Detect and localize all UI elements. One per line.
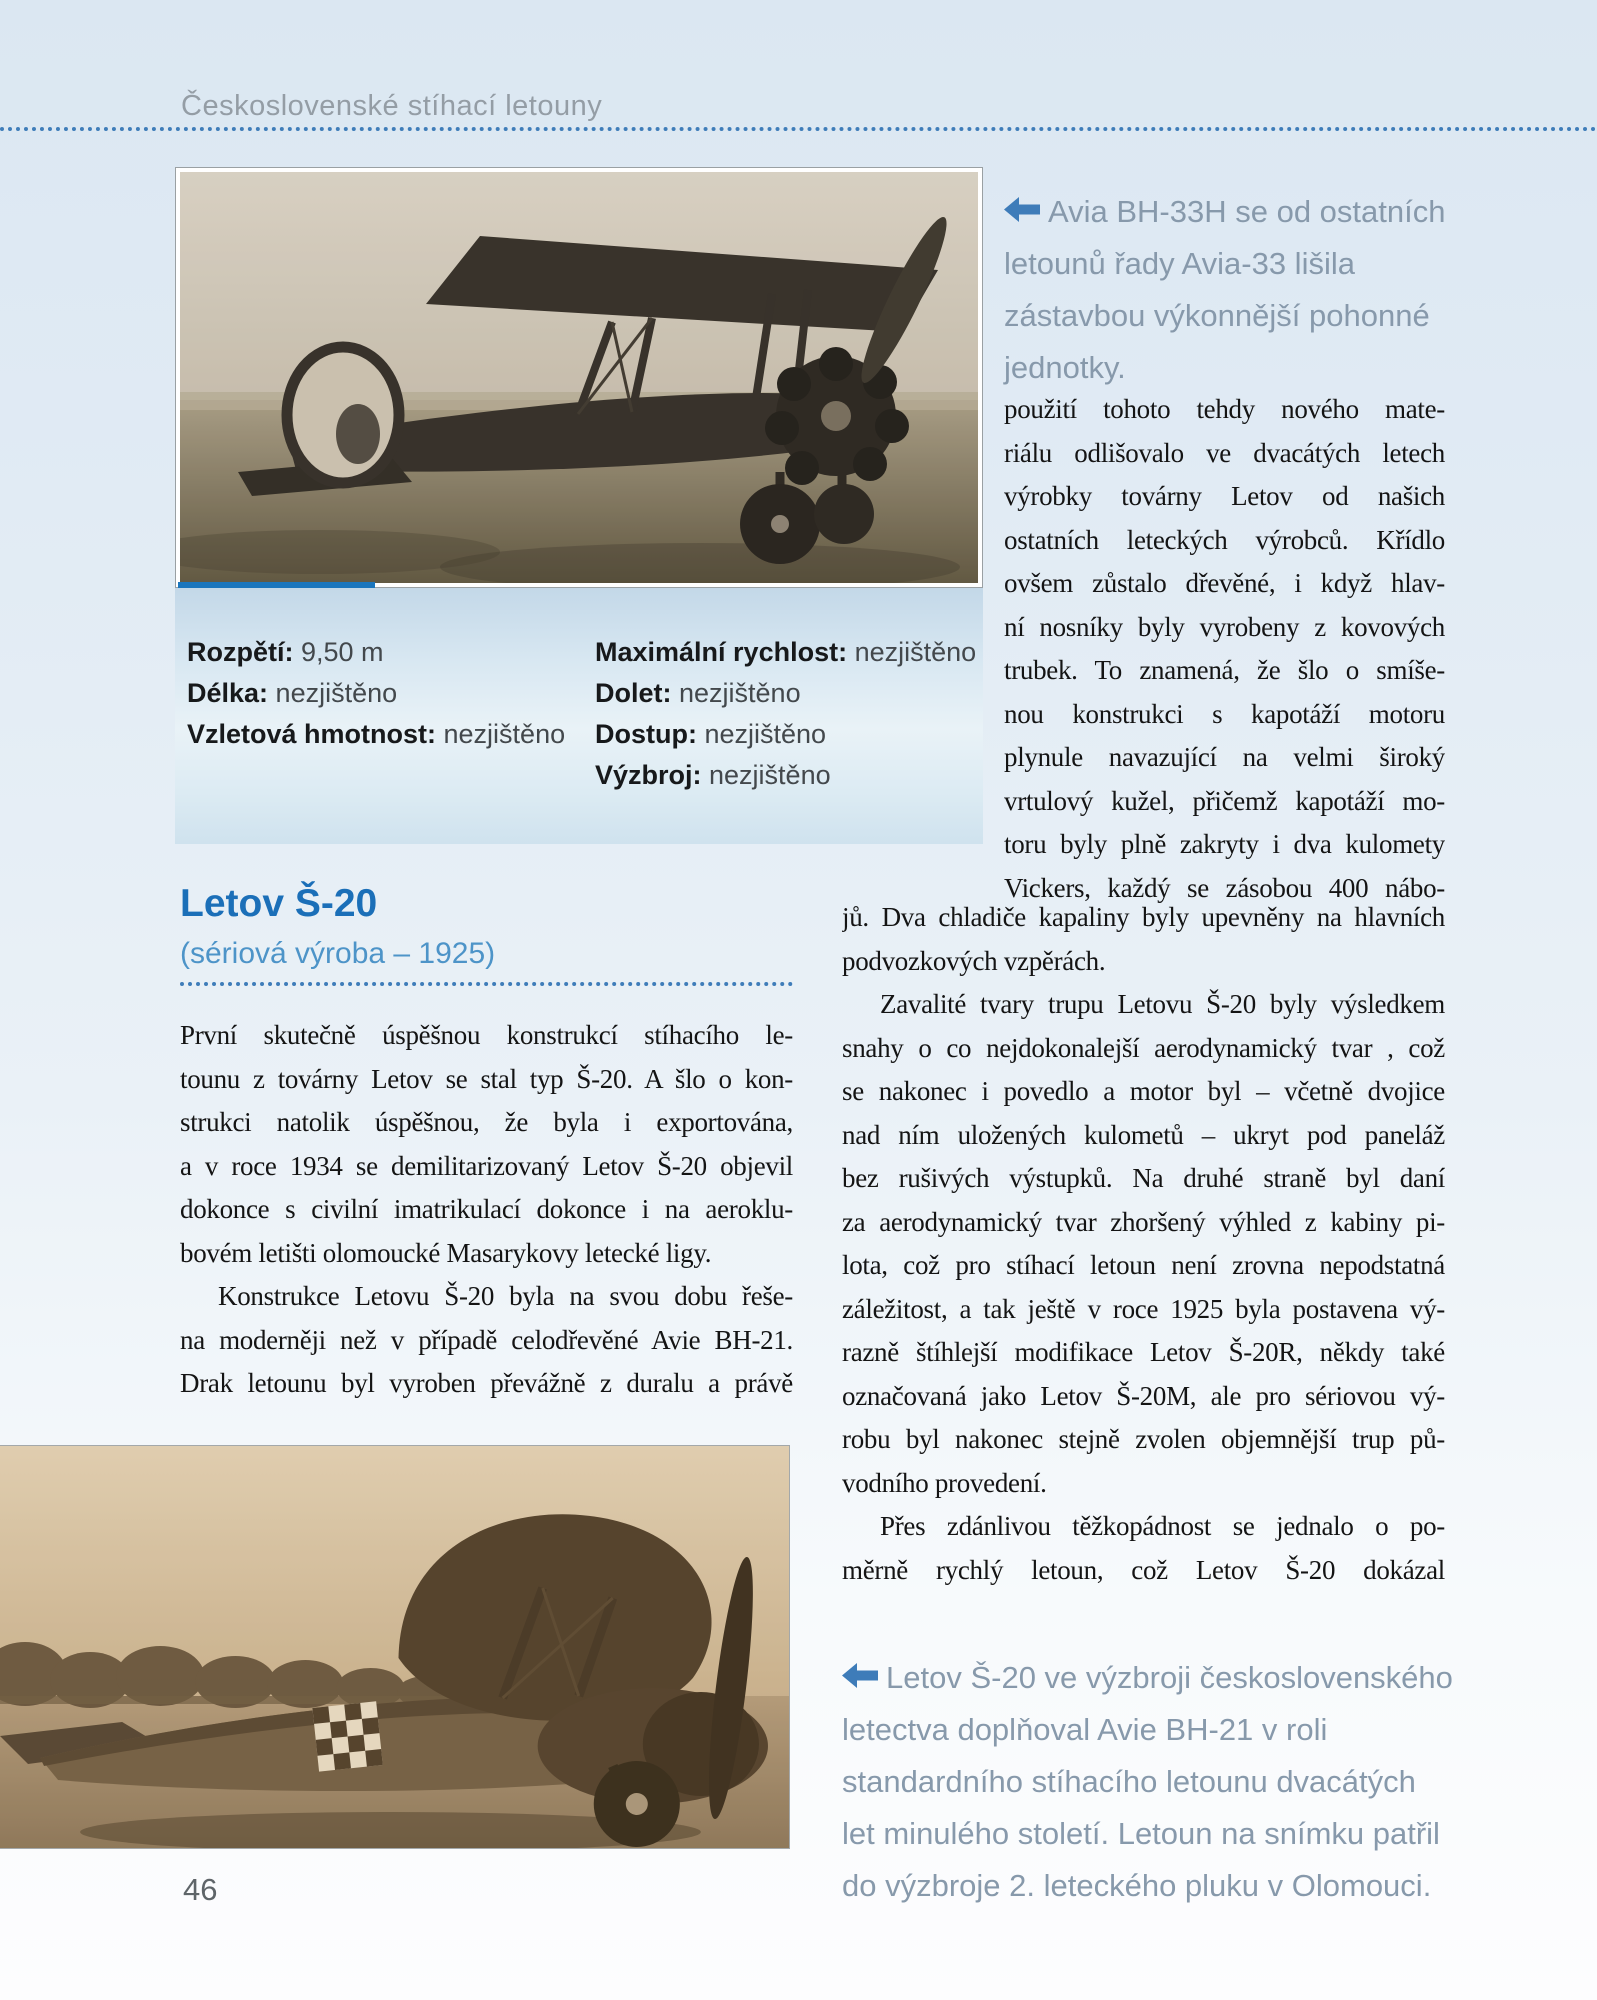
spec-value: nezjištěno [268,678,398,708]
text-line: výrobky továrny Letov od našich [1004,481,1445,511]
spec-value: nezjištěno [696,719,827,749]
text-line: toru byly plně zakryty i dva kulomety [1004,829,1445,859]
text-line: použití tohoto tehdy nového mate- [1004,394,1445,424]
spec-label: Maximální rychlost: [595,637,848,667]
letov-s20-photo [0,1445,790,1849]
text-line: vrtulový kužel, přičemž kapotáží mo- [1004,785,1445,816]
body-text-right-narrow [1004,388,1445,910]
text-line: a v roce 1934 se demilitarizovaný Letov Š-20 objevil [180,1150,793,1181]
left-arrow-icon [1004,197,1040,222]
text-line: trubek. To znamená, že šlo o smíše- [1004,655,1445,685]
text-line: ostatních leteckých výrobců. Křídlo [1004,524,1445,555]
text-line: Zavalité tvary trupu Letovu Š-20 byly výsledkem [880,989,1445,1019]
text-line: měrně rychlý letoun, což Letov Š-20 dokázal [842,1554,1445,1585]
caption-line: let minulého století. Letoun na snímku patřil [842,1816,1440,1851]
text-line: lota, což pro stíhací letoun není zrovna nepodstatná [842,1250,1445,1280]
avia-bh33h-photo [175,167,983,588]
photo-caption-top [1004,186,1474,394]
spec-value: nezjištěno [701,760,831,790]
text-line: plynule navazující na velmi široký [1004,742,1445,772]
text-line: robu byl nakonec stejně zvolen objemnější trup pů- [842,1424,1445,1454]
spec-row [187,714,565,755]
spec-panel [175,588,983,844]
spec-label: Délka: [187,678,269,708]
spec-row [187,632,565,673]
avia-bh33h-photo-art [180,172,978,583]
text-line: vodního provedení. [842,1467,1047,1498]
spec-row [187,673,565,714]
spec-row [595,673,976,714]
section-heading: Letov Š-20 [180,882,378,925]
text-line: ovšem zůstalo dřevěné, i když hlav- [1004,568,1445,598]
caption-line [842,1652,1462,1704]
text-line: záležitost, a tak ještě v roce 1925 byla postavena vý- [842,1293,1445,1324]
text-line: dokonce s civilní imatrikulací dokonce i na aeroklu- [180,1194,793,1224]
text-line: nou konstrukci s kapotáží motoru [1004,698,1445,729]
page-number: 46 [183,1872,218,1907]
spec-column-left [187,632,565,755]
dotted-divider-top [0,127,1597,131]
letov-s20-photo-art [0,1446,789,1848]
text-line: strukci natolik úspěšnou, že byla i exportována, [180,1107,793,1137]
text-line: bez rušivých výstupků. Na druhé straně byl daní [842,1163,1445,1193]
caption-line [1004,186,1474,238]
text-line: za aerodynamický tvar zhoršený výhled z kabiny pi- [842,1206,1445,1237]
text-line: tounu z továrny Letov se stal typ Š-20. A šlo o kon- [180,1063,793,1094]
text-line: nad ním uložených kulometů – ukryt pod paneláž [842,1119,1445,1150]
text-line: se nakonec i povedlo a motor byl – včetně dvojice [842,1076,1445,1106]
caption-line: letectva doplňoval Avie BH-21 v roli [842,1712,1328,1747]
spec-value: nezjištěno [847,637,977,667]
photo-caption-bottom [842,1652,1462,1912]
spec-row [595,755,976,796]
spec-value: nezjištěno [671,678,801,708]
spec-label: Vzletová hmotnost: [187,719,437,749]
spec-value: 9,50 m [293,637,384,667]
body-text-left-column [180,1014,793,1406]
text-line: bovém letišti olomoucké Masarykovy letecké ligy. [180,1237,712,1268]
text-line: snahy o co nejdokonalejší aerodynamický tvar , což [842,1032,1445,1063]
text-line: Konstrukce Letovu Š-20 byla na svou dobu řeše- [218,1281,793,1311]
text-line: označovaná jako Letov Š-20M, ale pro sériovou vý- [842,1380,1445,1411]
caption-line: do výzbroje 2. leteckého pluku v Olomouci. [842,1868,1432,1903]
spec-row [595,632,976,673]
caption-line: standardního stíhacího letounu dvacátých [842,1764,1416,1799]
text-line: riálu odlišovalo ve dvacátých letech [1004,437,1445,468]
spec-value: nezjištěno [436,719,566,749]
text-line: Vickers, každý se zásobou 400 nábo- [1004,872,1445,903]
text-line: Drak letounu byl vyroben převážně z duralu a právě [180,1368,793,1398]
text-line: Přes zdánlivou těžkopádnost se jednalo o po- [880,1511,1445,1541]
text-line: jů. Dva chladiče kapaliny byly upevněny na hlavních [842,902,1445,932]
caption-line: letounů řady Avia-33 lišila [1004,246,1355,281]
section-subheading: (sériová výroba – 1925) [180,937,496,970]
left-arrow-icon [842,1663,878,1688]
page-header: Československé stíhací letouny [181,90,603,122]
body-text-right-wide [842,896,1445,1592]
caption-text: Avia BH-33H se od ostatních [1048,194,1446,229]
spec-label: Výzbroj: [595,760,702,790]
spec-row [595,714,976,755]
spec-column-right [595,632,976,796]
spec-label: Dostup: [595,719,697,749]
text-line: na moderněji než v případě celodřevěné Avie BH-21. [180,1324,793,1355]
text-line: podvozkových vzpěrách. [842,945,1106,976]
caption-line: jednotky. [1004,350,1126,385]
spec-label: Dolet: [595,678,672,708]
spec-label: Rozpětí: [187,637,294,667]
text-line: razně štíhlejší modifikace Letov Š-20R, někdy také [842,1337,1445,1367]
dotted-divider-section [180,982,793,986]
text-line: První skutečně úspěšnou konstrukcí stíhacího le- [180,1020,793,1050]
caption-line: zástavbou výkonnější pohonné [1004,298,1430,333]
text-line: ní nosníky byly vyrobeny z kovových [1004,611,1445,642]
caption-text: Letov Š-20 ve výzbroji československého [886,1660,1453,1695]
